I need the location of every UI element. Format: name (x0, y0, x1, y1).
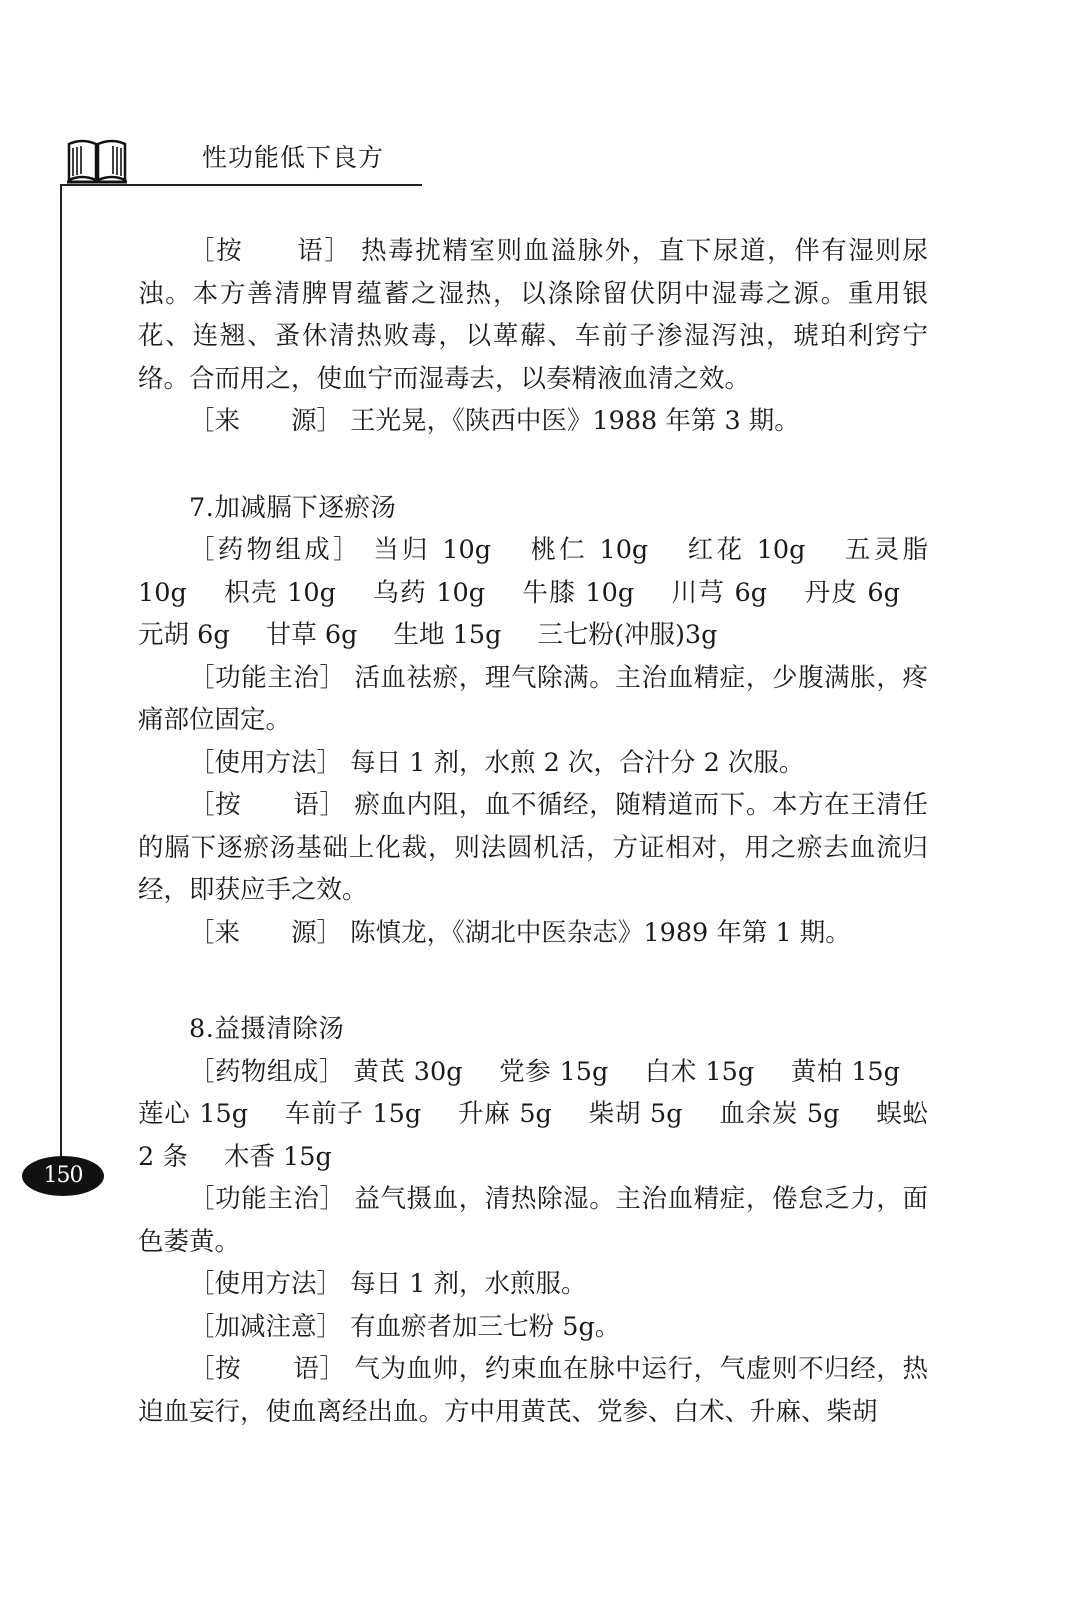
recipe-heading: 7.加减膈下逐瘀汤 (189, 492, 397, 523)
usage-label: ［使用方法］ (189, 1269, 343, 1299)
function-label: ［功能主治］ (189, 1184, 346, 1214)
ingredient: 川芎 6g (671, 577, 768, 608)
section-label: ［来 源］ (189, 406, 343, 436)
ingredient: 甘草 6g (265, 620, 358, 650)
header-rule (60, 184, 422, 186)
ingredient: 枳壳 10g (224, 577, 336, 608)
open-book-icon (66, 136, 128, 186)
ingredient: 黄柏 15g (790, 1056, 900, 1087)
ingredient: 桃仁 10g (530, 535, 649, 565)
ingredient: 莲心 15g (138, 1099, 249, 1129)
recipe-note (138, 784, 928, 912)
modify-label: ［加减注意］ (189, 1311, 343, 1342)
function-text: 益气摄血，清热除湿。主治血精症，倦怠乏力，面色萎黄。 (138, 1184, 928, 1257)
recipe-composition (138, 529, 928, 657)
composition-label: ［药物组成］ (189, 535, 362, 565)
recipe-function (138, 657, 928, 742)
section-label: ［按 语］ (189, 236, 352, 266)
modify-text: 有血瘀者加三七粉 5g。 (350, 1311, 621, 1342)
running-head-title: 性功能低下良方 (202, 143, 385, 172)
ingredient: 生地 15g (393, 620, 502, 650)
usage-text: 每日 1 剂，水煎服。 (350, 1269, 587, 1299)
recipe-heading: 8.益摄清除汤 (189, 1014, 345, 1044)
usage-text: 每日 1 剂，水煎 2 次，合汁分 2 次服。 (350, 747, 805, 778)
ingredient: 元胡 6g (138, 620, 230, 650)
ingredient: 党参 15g (499, 1056, 609, 1087)
section-text: 王光晃，《陕西中医》1988 年第 3 期。 (350, 406, 800, 436)
recipe-source (138, 912, 928, 955)
recipe-function (138, 1178, 928, 1263)
ingredient: 木香 15g (223, 1141, 332, 1172)
recipe-modification (138, 1306, 928, 1349)
note-text: 瘀血内阻，血不循经，随精道而下。本方在王清任的膈下逐瘀汤基础上化裁，则法圆机活，方证相对，用之瘀去血流归经，即获应手之效。 (138, 790, 928, 905)
recipe-note (138, 1348, 928, 1433)
page-body (138, 230, 928, 1433)
note-text: 气为血帅，约束血在脉中运行，气虚则不归经，热迫血妄行，使血离经出血。方中用黄芪、党参、白术、升麻、柴胡 (138, 1354, 928, 1427)
source-label: ［来 源］ (189, 917, 343, 948)
ingredient: 红花 10g (687, 535, 806, 565)
section-text: 热毒扰精室则血溢脉外，直下尿道，伴有湿则尿浊。本方善清脾胃蕴蓄之湿热，以涤除留伏阴中湿毒之源。重用银花、连翘、蚤休清热败毒，以萆薢、车前子渗湿泻浊，琥珀利窍宁络。合而用之，使血宁而湿毒去，以奏精液血清之效。 (138, 236, 928, 394)
recipe-usage (138, 1263, 928, 1306)
ingredient: 三七粉(冲服)3g (537, 620, 718, 650)
page-number-badge: 150 (22, 1156, 104, 1196)
function-label: ［功能主治］ (189, 662, 346, 693)
ingredient: 车前子 15g (284, 1099, 422, 1129)
composition-label: ［药物组成］ (189, 1056, 345, 1087)
ingredient: 牛膝 10g (522, 577, 635, 608)
source-text: 陈慎龙，《湖北中医杂志》1989 年第 1 期。 (350, 917, 851, 948)
ingredient: 柴胡 5g (588, 1099, 683, 1129)
ingredient: 血余炭 5g (719, 1099, 840, 1129)
ingredient: 丹皮 6g (804, 577, 900, 608)
recipe-usage (138, 742, 928, 785)
note-label: ［按 语］ (189, 790, 346, 820)
ingredient: 当归 10g (373, 535, 492, 565)
section-note-6 (138, 230, 928, 400)
usage-label: ［使用方法］ (189, 747, 343, 778)
recipe-composition (138, 1051, 928, 1179)
ingredient: 白术 15g (644, 1056, 755, 1087)
ingredient: 蜈蚣 2 条 (138, 1099, 929, 1172)
ingredient: 升麻 5g (458, 1099, 552, 1129)
note-label: ［按 语］ (189, 1354, 346, 1384)
margin-rule (60, 184, 62, 1159)
function-text: 活血祛瘀，理气除满。主治血精症，少腹满胀，疼痛部位固定。 (138, 662, 928, 735)
ingredient: 黄芪 30g (353, 1056, 463, 1087)
ingredient: 五灵脂 10g (138, 535, 929, 608)
section-source-6 (138, 400, 928, 443)
ingredient: 乌药 10g (373, 577, 486, 608)
